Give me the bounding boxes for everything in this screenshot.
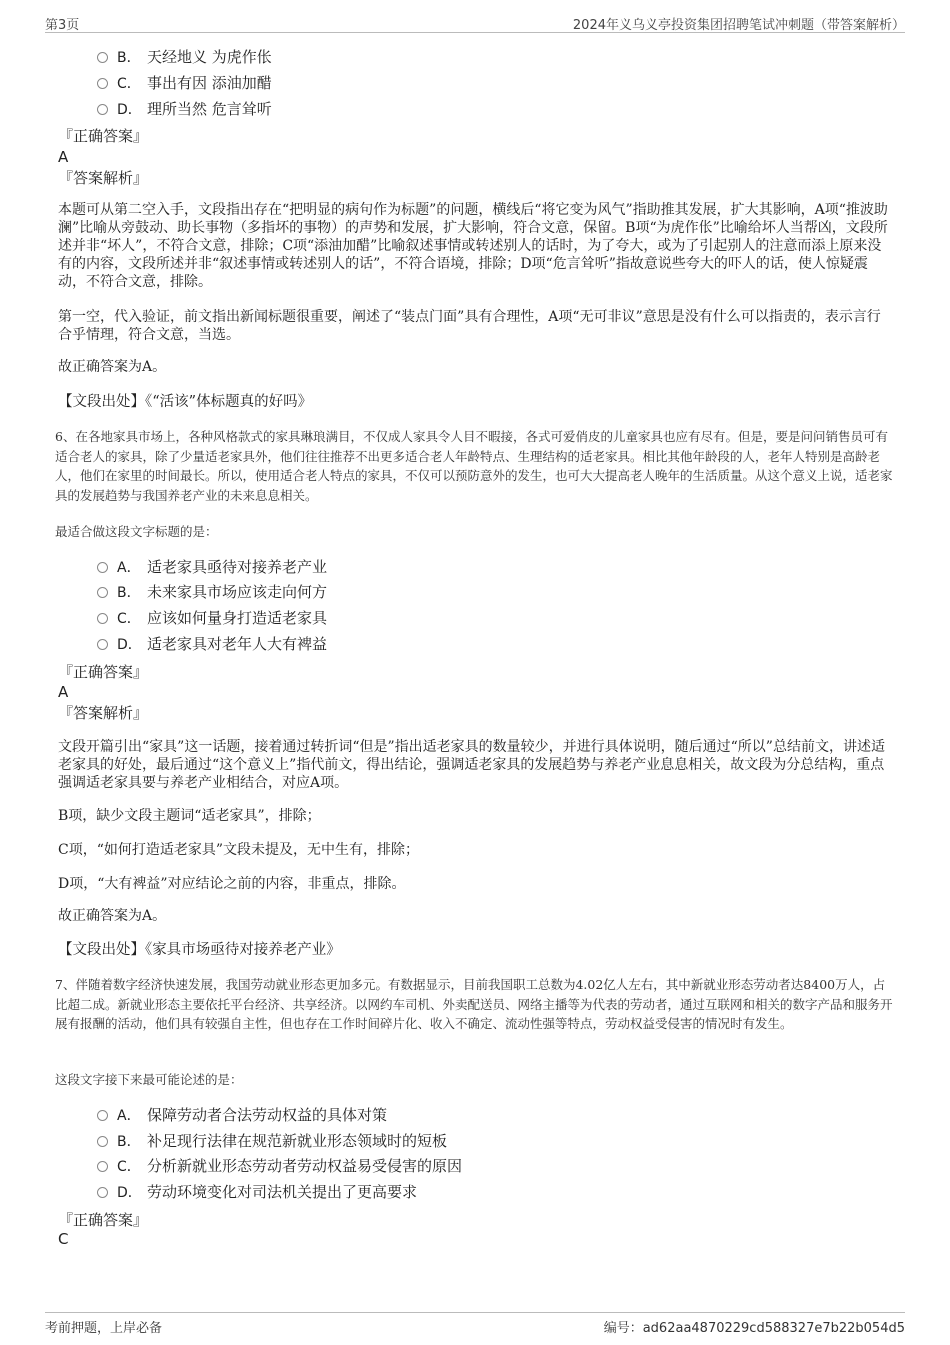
q7-option-d[interactable]: D． 劳动环境变化对司法机关提出了更高要求 [97, 1182, 417, 1203]
q7-answer-label: 『正确答案』 [58, 1211, 149, 1229]
document-title: 2024年义乌义亭投资集团招聘笔试冲刺题（带答案解析） [572, 18, 905, 33]
q6-option-b[interactable]: B． 未来家具市场应该走向何方 [97, 582, 327, 603]
q6-prompt: 最适合做这段文字标题的是： [55, 524, 218, 539]
footer-slogan: 考前押题，上岸必备 [45, 1321, 163, 1336]
q7-prompt: 这段文字接下来最可能论述的是： [55, 1072, 243, 1087]
q6-source: 【文段出处】《家具市场亟待对接养老产业》 [58, 942, 341, 958]
q6-answer-label: 『正确答案』 [58, 663, 149, 681]
q6-stem: 6、在各地家具市场上，各种风格款式的家具琳琅满目，不仅成人家具令人目不暇接，各式可爱俏皮的儿童家具也应有尽有。但是，要是问问销售员可有适合老人的家具，除了少量适老家具外，他们往往推荐不出更多适合老人年龄特点、生理结构的适老家具。相比其他年龄段的人，老年人特别是高龄老人，他们在家里的时间最长。所以，使用适合老人特点的家具，不仅可以预防意外的发生，也可大大提高老人晚年的生活质量。从这个意义上说，适老家具的发展趋势与我国养老产业的未来息息相关。 [55, 429, 893, 503]
radio-button-icon[interactable] [97, 613, 108, 624]
radio-button-icon[interactable] [97, 1187, 108, 1198]
q7-option-a[interactable]: A． 保障劳动者合法劳动权益的具体对策 [97, 1105, 387, 1126]
q6-analysis-paragraph: D项，“大有裨益”对应结论之前的内容，非重点，排除。 [58, 876, 406, 892]
q5-option-d[interactable]: D． 理所当然 危言耸听 [97, 99, 272, 120]
radio-button-icon[interactable] [97, 1110, 108, 1121]
q5-analysis-label: 『答案解析』 [58, 169, 149, 187]
radio-button-icon[interactable] [97, 104, 108, 115]
radio-button-icon[interactable] [97, 78, 108, 89]
q6-analysis-paragraph: B项，缺少文段主题词“适老家具”，排除； [58, 808, 321, 824]
q5-answer: A [58, 148, 69, 166]
radio-button-icon[interactable] [97, 52, 108, 63]
q6-option-d[interactable]: D． 适老家具对老年人大有裨益 [97, 634, 327, 655]
q5-analysis-conclusion: 故正确答案为A。 [58, 359, 167, 375]
q5-analysis-paragraph: 本题可从第二空入手，文段指出存在“把明显的病句作为标题”的问题，横线后“将它变为风气”指助推其发展，扩大其影响，A项“推波助澜”比喻从旁鼓动、助长事物（多指坏的事物）的声势和发展，扩大影响，符合文意，保留。B项“为虎作伥”比喻给坏人当帮凶，文段所述并非“坏人”，不符合文意，排除；C项“添油加醋”比喻叙述事情或转述别人的话时，为了夸大，或为了引起别人的注意而添上原来没有的内容，文段所述并非“叙述事情或转述别人的话”，不符合语境，排除；D项“危言耸听”指故意说些夸大的吓人的话，使人惊疑震动，不符合文意，排除。 [58, 202, 888, 290]
document-id: 编号：ad62aa4870229cd588327e7b22b054d5 [603, 1321, 905, 1336]
q6-option-a[interactable]: A． 适老家具亟待对接养老产业 [97, 557, 327, 578]
q6-analysis-conclusion: 故正确答案为A。 [58, 908, 167, 924]
q5-option-b[interactable]: B． 天经地义 为虎作伥 [97, 47, 272, 68]
page-number: 第3页 [45, 18, 80, 33]
q5-source: 【文段出处】《“活该”体标题真的好吗》 [58, 394, 313, 410]
q7-answer: C [58, 1230, 69, 1248]
q7-option-c[interactable]: C． 分析新就业形态劳动者劳动权益易受侵害的原因 [97, 1156, 462, 1177]
q5-analysis-paragraph: 第一空，代入验证，前文指出新闻标题很重要，阐述了“装点门面”具有合理性，A项“无可非议”意思是没有什么可以指责的，表示言行合乎情理，符合文意，当选。 [58, 309, 881, 343]
q6-answer: A [58, 683, 69, 701]
radio-button-icon[interactable] [97, 639, 108, 650]
q6-option-c[interactable]: C． 应该如何量身打造适老家具 [97, 608, 327, 629]
radio-button-icon[interactable] [97, 562, 108, 573]
q6-analysis-paragraph: 文段开篇引出“家具”这一话题，接着通过转折词“但是”指出适老家具的数量较少，并进行具体说明，随后通过“所以”总结前文，讲述适老家具的好处，最后通过“这个意义上”指代前文，得出结论，强调适老家具的发展趋势与养老产业息息相关，故文段为分总结构，重点强调适老家具要与养老产业相结合，对应A项。 [58, 739, 885, 791]
page-header [45, 12, 905, 33]
q7-option-b[interactable]: B． 补足现行法律在规范新就业形态领域时的短板 [97, 1131, 447, 1152]
q7-stem: 7、伴随着数字经济快速发展，我国劳动就业形态更加多元。有数据显示，目前我国职工总数为4.02亿人左右，其中新就业形态劳动者达8400万人，占比超二成。新就业形态主要依托平台经济、共享经济。以网约车司机、外卖配送员、网络主播等为代表的劳动者，通过互联网和相关的数字产品和服务开展有报酬的活动，他们具有较强自主性，但也存在工作时间碎片化、收入不确定、流动性强等特点，劳动权益受侵害的情况时有发生。 [55, 977, 893, 1031]
radio-button-icon[interactable] [97, 1136, 108, 1147]
q5-answer-label: 『正确答案』 [58, 127, 149, 145]
radio-button-icon[interactable] [97, 587, 108, 598]
q5-option-c[interactable]: C． 事出有因 添油加醋 [97, 73, 272, 94]
q6-analysis-label: 『答案解析』 [58, 704, 149, 722]
page-footer [45, 1312, 905, 1337]
radio-button-icon[interactable] [97, 1161, 108, 1172]
q6-analysis-paragraph: C项，“如何打造适老家具”文段未提及，无中生有，排除； [58, 842, 420, 858]
